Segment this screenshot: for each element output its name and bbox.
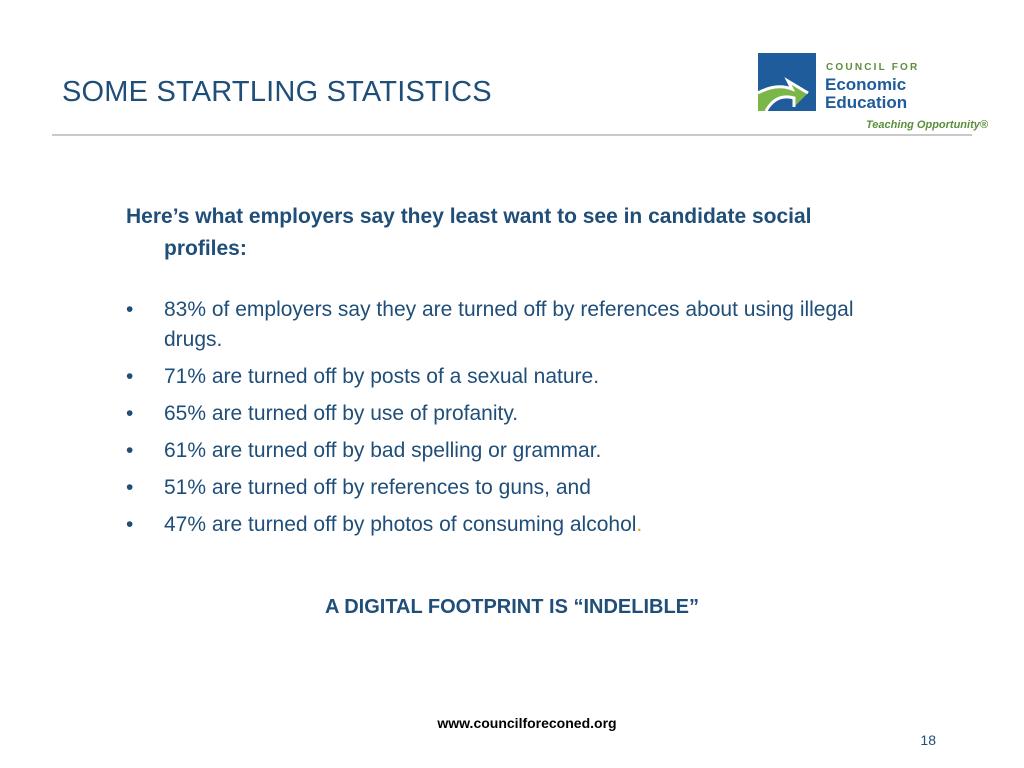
list-item [126, 473, 886, 503]
bullet-text: 61% are turned off by bad spelling or grammar. [164, 439, 602, 462]
logo-line-2: Education [825, 93, 908, 112]
bullet-icon: • [126, 476, 134, 499]
logo-line-1: Economic [825, 75, 907, 94]
page-number: 18 [920, 732, 936, 748]
bullet-text: 71% are turned off by posts of a sexual nature. [164, 365, 600, 388]
bullet-text: 51% are turned off by references to guns, and [164, 476, 591, 499]
bullet-text: 65% are turned off by use of profanity. [164, 402, 519, 425]
bullet-icon: • [126, 439, 134, 462]
logo-line-small: COUNCIL FOR [826, 62, 920, 73]
bullet-icon: • [126, 402, 134, 425]
intro-text: Here’s what employers say they least want to see in candidate social profiles: [126, 205, 812, 260]
bullet-icon: • [126, 298, 134, 321]
list-item [126, 295, 886, 355]
bullet-icon: • [126, 365, 134, 388]
council-for-economic-education-logo [758, 53, 988, 135]
list-item [126, 399, 886, 429]
list-item [126, 362, 886, 392]
list-item [126, 510, 886, 540]
indelible-callout: A DIGITAL FOOTPRINT IS “INDELIBLE” [324, 596, 700, 618]
bullet-text: 47% are turned off by photos of consuming alcohol [164, 513, 637, 536]
logo-tagline: Teaching Opportunity® [866, 119, 988, 131]
arrow-logo-icon [758, 53, 816, 111]
footer-url-link[interactable]: www.councilforeconed.org [437, 715, 617, 731]
statistics-list [126, 295, 886, 540]
slide-title: SOME STARTLING STATISTICS [62, 76, 492, 108]
bullet-text: 83% of employers say they are turned off by references about using illegal drugs. [164, 298, 854, 351]
bullet-suffix: . [636, 513, 643, 536]
slide-content [126, 201, 886, 547]
bullet-icon: • [126, 513, 134, 536]
list-item [126, 436, 886, 466]
